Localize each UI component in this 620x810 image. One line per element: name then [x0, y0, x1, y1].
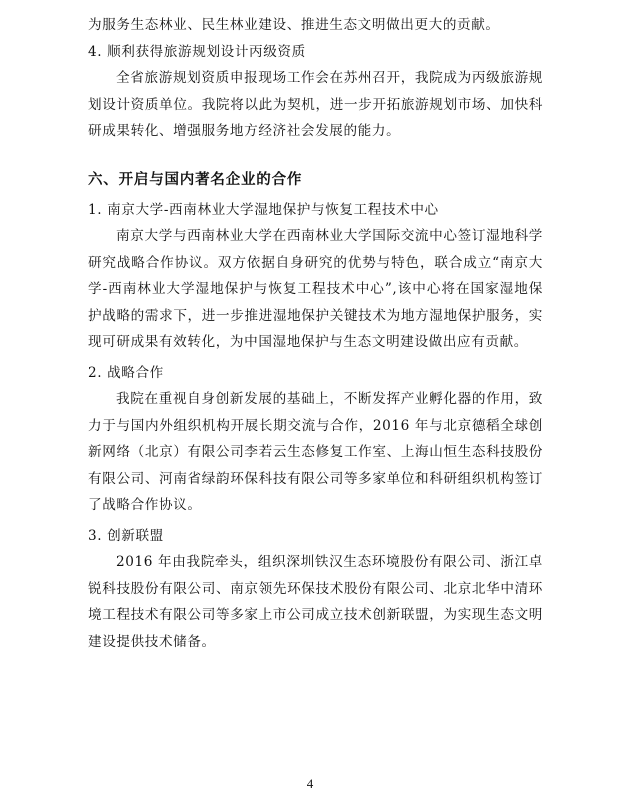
section-6-item-1	[88, 197, 543, 356]
section-6-item-2-title: 2. 战略合作	[88, 364, 164, 381]
item-4-title: 4. 顺利获得旅游规划设计丙级资质	[88, 43, 306, 60]
intro-paragraph-tail: 为服务生态林业、民生林业建设、推进生态文明做出更大的贡献。	[88, 17, 500, 33]
section-6-item-1-body: 南京大学与西南林业大学在西南林业大学国际交流中心签订湿地科学研究战略合作协议。双方依据自身研究的优势与特色，联合成立“南京大学-西南林业大学湿地保护与恢复工程技术中心”,该中心将在国家湿地保护战略的需求下，进一步推进湿地保护关键技术为地方湿地保护服务，实现可研成果有效转化，为中国湿地保护与生态文明建设做出应有贡献。	[88, 228, 543, 350]
section-6-item-2	[88, 360, 543, 519]
section-6-item-3	[88, 523, 543, 656]
item-4-body: 全省旅游规划资质申报现场工作会在苏州召开，我院成为丙级旅游规划设计资质单位。我院将以此为契机，进一步开拓旅游规划市场、加快科研成果转化、增强服务地方经济社会发展的能力。	[88, 70, 543, 139]
section-6-heading: 六、开启与国内著名企业的合作	[88, 171, 303, 188]
section-6-item-2-body: 我院在重视自身创新发展的基础上，不断发挥产业孵化器的作用，致力于与国内外组织机构开展长期交流与合作，2016 年与北京德稻全球创新网络（北京）有限公司李若云生态修复工作室、上海山恒生态科技股份有限公司、河南省绿韵环保科技有限公司等多家单位和科研组织机构签订了战略合作协议。	[88, 391, 543, 513]
page-content	[88, 12, 543, 655]
page-number: 4	[306, 776, 314, 791]
section-6-item-3-body: 2016 年由我院牵头，组织深圳铁汉生态环境股份有限公司、浙江卓锐科技股份有限公司、南京领先环保技术股份有限公司、北京北华中清环境工程技术有限公司等多家上市公司成立技术创新联盟，为实现生态文明建设提供技术储备。	[88, 554, 543, 650]
section-6-item-3-title: 3. 创新联盟	[88, 527, 164, 544]
section-6-item-1-title: 1. 南京大学-西南林业大学湿地保护与恢复工程技术中心	[88, 201, 439, 218]
